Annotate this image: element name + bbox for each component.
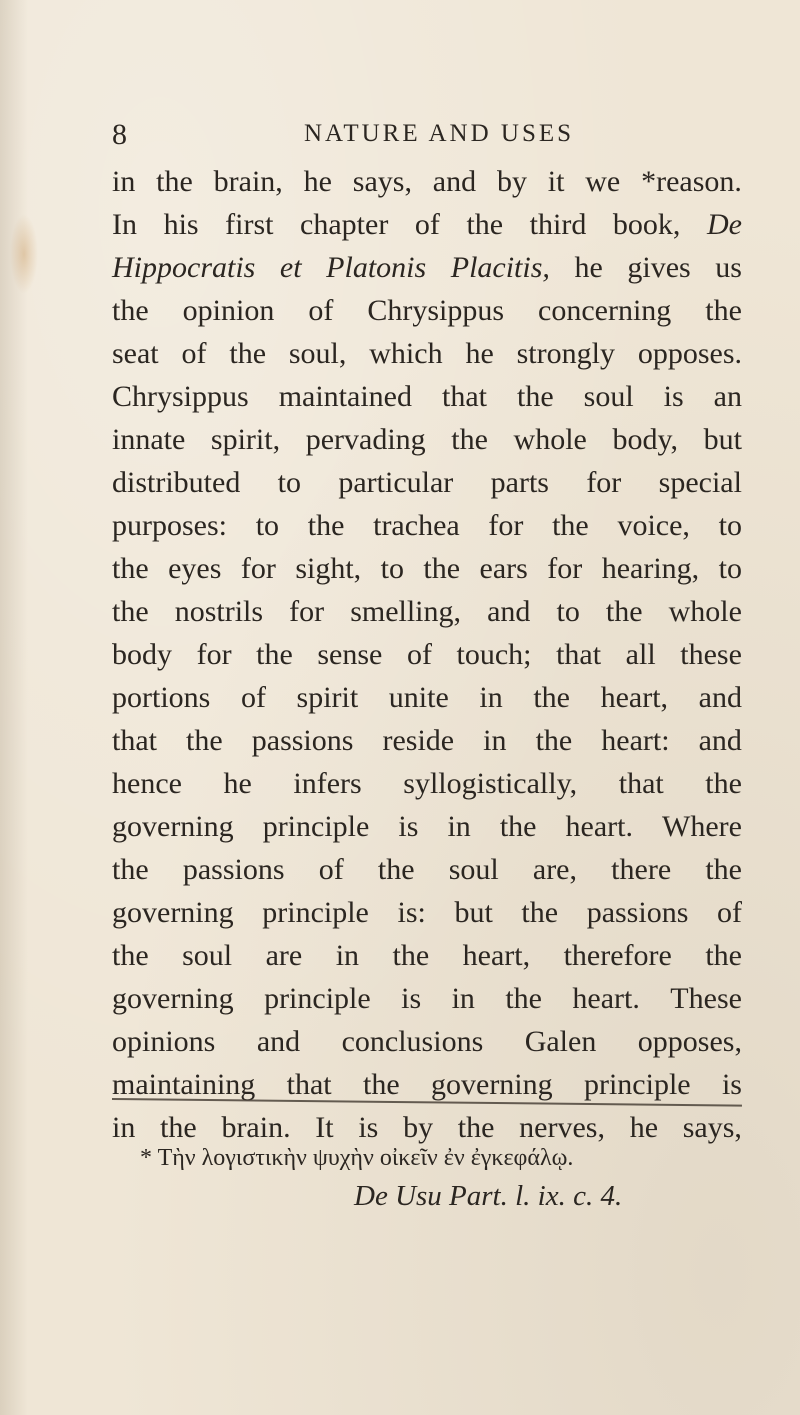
text-line: distributed to particular parts for special [112, 466, 742, 499]
page-edge-shadow [0, 0, 28, 1415]
body-text [112, 160, 742, 1149]
text-line: governing principle is in the heart. These [112, 982, 742, 1015]
footnote [140, 1140, 760, 1216]
text-line: governing principle is in the heart. Where [112, 810, 742, 843]
running-title: NATURE AND USES [304, 120, 575, 147]
text-line: that the passions reside in the heart: and [112, 724, 742, 757]
text-line: the eyes for sight, to the ears for hearing, to [112, 552, 742, 585]
text-line: the passions of the soul are, there the [112, 853, 742, 886]
text-line: purposes: to the trachea for the voice, to [112, 509, 742, 542]
text-line: maintaining that the governing principle is [112, 1068, 742, 1101]
text-line: Chrysippus maintained that the soul is an [112, 380, 742, 413]
footnote-greek-quote: * Τὴν λογιστικὴν ψυχὴν οἰκεῖν ἐν ἐγκεφάλῳ. [140, 1145, 574, 1171]
text-line: the soul are in the heart, therefore the [112, 939, 742, 972]
running-header [0, 118, 800, 158]
text-line: in the brain, he says, and by it we *reason. [112, 165, 742, 198]
text-line: In his first chapter of the third book, De [112, 208, 742, 241]
text-line: governing principle is: but the passions of [112, 896, 742, 929]
text-line: body for the sense of touch; that all these [112, 638, 742, 671]
text-line: innate spirit, pervading the whole body, but [112, 423, 742, 456]
text-line: seat of the soul, which he strongly opposes. [112, 337, 742, 370]
text-line: Hippocratis et Platonis Placitis, he gives us [112, 251, 742, 284]
text-line: portions of spirit unite in the heart, and [112, 681, 742, 714]
text-line: in the brain. It is by the nerves, he says, [112, 1111, 742, 1144]
ink-bleed-mark [10, 214, 38, 294]
text-line: the nostrils for smelling, and to the whole [112, 595, 742, 628]
page-number: 8 [112, 118, 128, 151]
footnote-source: De Usu Part. l. ix. c. 4. [354, 1180, 623, 1212]
text-line: the opinion of Chrysippus concerning the [112, 294, 742, 327]
text-line: opinions and conclusions Galen opposes, [112, 1025, 742, 1058]
text-line: hence he infers syllogistically, that the [112, 767, 742, 800]
